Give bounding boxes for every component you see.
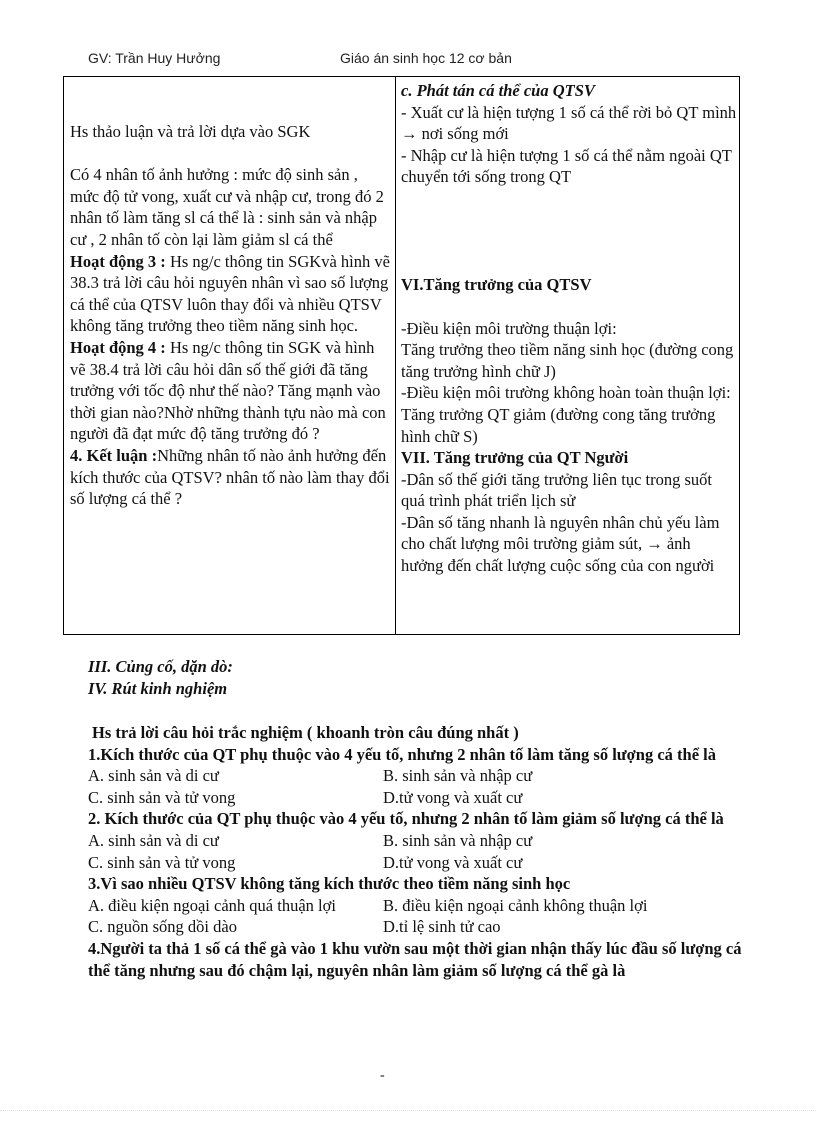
option-d: D.tỉ lệ sinh tử cao <box>383 917 501 937</box>
option-a: A. điều kiện ngoại cảnh quá thuận lợi <box>88 895 336 915</box>
question-3: 3.Vì sao nhiều QTSV không tăng kích thước theo tiềm năng sinh học <box>88 874 571 894</box>
question-1-options-row-1 <box>88 765 748 787</box>
immigration-text: - Nhập cư là hiện tượng 1 số cá thể nằm ngoài QT chuyển tới sống trong QT <box>401 145 732 187</box>
question-1: 1.Kích thước của QT phụ thuộc vào 4 yếu tố, nhưng 2 nhân tố làm tăng số lượng cá thể là <box>88 744 717 764</box>
activity-4 <box>70 337 390 445</box>
growth-heading-text: VI.Tăng trưởng của QTSV <box>401 275 592 295</box>
question-3-options-row-1 <box>88 895 748 917</box>
factors-text: Có 4 nhân tố ảnh hưởng : mức độ sinh sản , mức độ tử vong, xuất cư và nhập cư, trong đó 2 nhân tố làm tăng sl cá thể là : sinh sản và nhập cư , 2 nhân tố còn lại làm giảm sl cá thể <box>70 165 384 249</box>
section-iv: IV. Rút kinh nghiệm <box>88 678 228 698</box>
discussion-text: Hs thảo luận và trả lời dựa vào SGK <box>70 122 311 141</box>
option-b: B. sinh sản và nhập cư <box>383 830 533 850</box>
column-divider <box>395 77 396 634</box>
growth-heading <box>401 274 737 296</box>
closing-sections <box>88 656 748 699</box>
activity-3 <box>70 251 390 337</box>
activity-3-text: Hs ng/c thông tin SGKvà hình vẽ 38.3 trả lời câu hỏi nguyên nhân vì sao số lượng cá thể của QTSV luôn thay đổi và nhiều QTSV không tăng trưởng theo tiềm năng sinh học. <box>70 251 390 336</box>
option-d: D.tử vong và xuất cư <box>383 787 523 807</box>
emigration-text: - Xuất cư là hiện tượng 1 số cá thể rời bỏ QT mình → nơi sống mới <box>401 102 737 144</box>
question-4: 4.Người ta thả 1 số cá thể gà vào 1 khu vườn sau một thời gian nhận thấy lúc đầu số lượng cá thể tăng nhưng sau đó chậm lại, nguyên nhân làm giảm số lượng cá thể gà là <box>88 938 742 980</box>
question-3-options-row-2 <box>88 916 748 938</box>
conclusion <box>70 445 390 510</box>
quiz-intro: Hs trả lời câu hỏi trắc nghiệm ( khoanh tròn câu đúng nhất ) <box>92 723 519 742</box>
conclusion-text: Những nhân tố nào ảnh hưởng đến kích thước của QTSV? nhân tố nào làm thay đổi số lượng cá thể ? <box>70 445 390 509</box>
option-c: C. sinh sản và tử vong <box>88 787 236 807</box>
activity-4-text: Hs ng/c thông tin SGK và hình vẽ 38.4 trả lời câu hỏi dân số thế giới đã tăng trưởng với tốc độ như thế nào? Tăng mạnh vào thời gian nào?Nhờ những thành tựu nào mà con người đã đạt mức độ tăng trưởng đó ? <box>70 337 386 444</box>
conclusion-label: 4. Kết luận : <box>70 445 158 465</box>
question-2-options-row-1 <box>88 830 748 852</box>
human-growth-heading-text: VII. Tăng trưởng của QT Người <box>401 448 629 468</box>
option-b: B. sinh sản và nhập cư <box>383 766 533 786</box>
header-subject: Giáo án sinh học 12 cơ bản <box>340 50 512 66</box>
population-impact-text: -Dân số tăng nhanh là nguyên nhân chủ yếu làm cho chất lượng môi trường giảm sút, → ảnh hưởng đến chất lượng cuộc sống của con người <box>401 512 720 576</box>
favorable-condition: -Điều kiện môi trường thuận lợi: <box>401 318 617 338</box>
option-c: C. nguồn sống dồi dào <box>88 917 237 937</box>
activity-3-label: Hoạt động 3 : <box>70 251 166 271</box>
world-population-text: -Dân số thế giới tăng trưởng liên tục trong suốt quá trình phát triển lịch sử <box>401 469 712 511</box>
j-curve-text: Tăng trưởng theo tiềm năng sinh học (đường cong tăng trưởng hình chữ J) <box>401 340 734 381</box>
s-curve-text: Tăng trưởng QT giảm (đường cong tăng trưởng hình chữ S) <box>401 404 716 446</box>
human-growth-heading <box>401 447 737 469</box>
page-mark: - <box>380 1068 385 1083</box>
option-d: D.tử vong và xuất cư <box>383 852 523 872</box>
quiz <box>88 722 748 981</box>
question-2-options-row-2 <box>88 852 748 874</box>
student-activities-cell <box>70 121 390 510</box>
header-teacher: GV: Trần Huy Hưởng <box>88 50 221 66</box>
option-a: A. sinh sản và di cư <box>88 766 219 786</box>
activity-4-label: Hoạt động 4 : <box>70 337 166 357</box>
unfavorable-condition: -Điều kiện môi trường không hoàn toàn thuận lợi: <box>401 383 731 403</box>
dispersal-heading: c. Phát tán cá thể của QTSV <box>401 81 595 100</box>
section-iii: III. Củng cố, dặn dò: <box>88 657 233 676</box>
question-2: 2. Kích thước của QT phụ thuộc vào 4 yếu tố, nhưng 2 nhân tố làm giảm số lượng cá thể là <box>88 809 724 829</box>
page-bottom-rule <box>0 1110 816 1111</box>
option-c: C. sinh sản và tử vong <box>88 852 236 872</box>
lesson-table <box>63 76 740 635</box>
content-cell <box>401 80 737 577</box>
option-a: A. sinh sản và di cư <box>88 830 219 850</box>
option-b: B. điều kiện ngoại cảnh không thuận lợi <box>383 895 648 915</box>
question-1-options-row-2 <box>88 787 748 809</box>
